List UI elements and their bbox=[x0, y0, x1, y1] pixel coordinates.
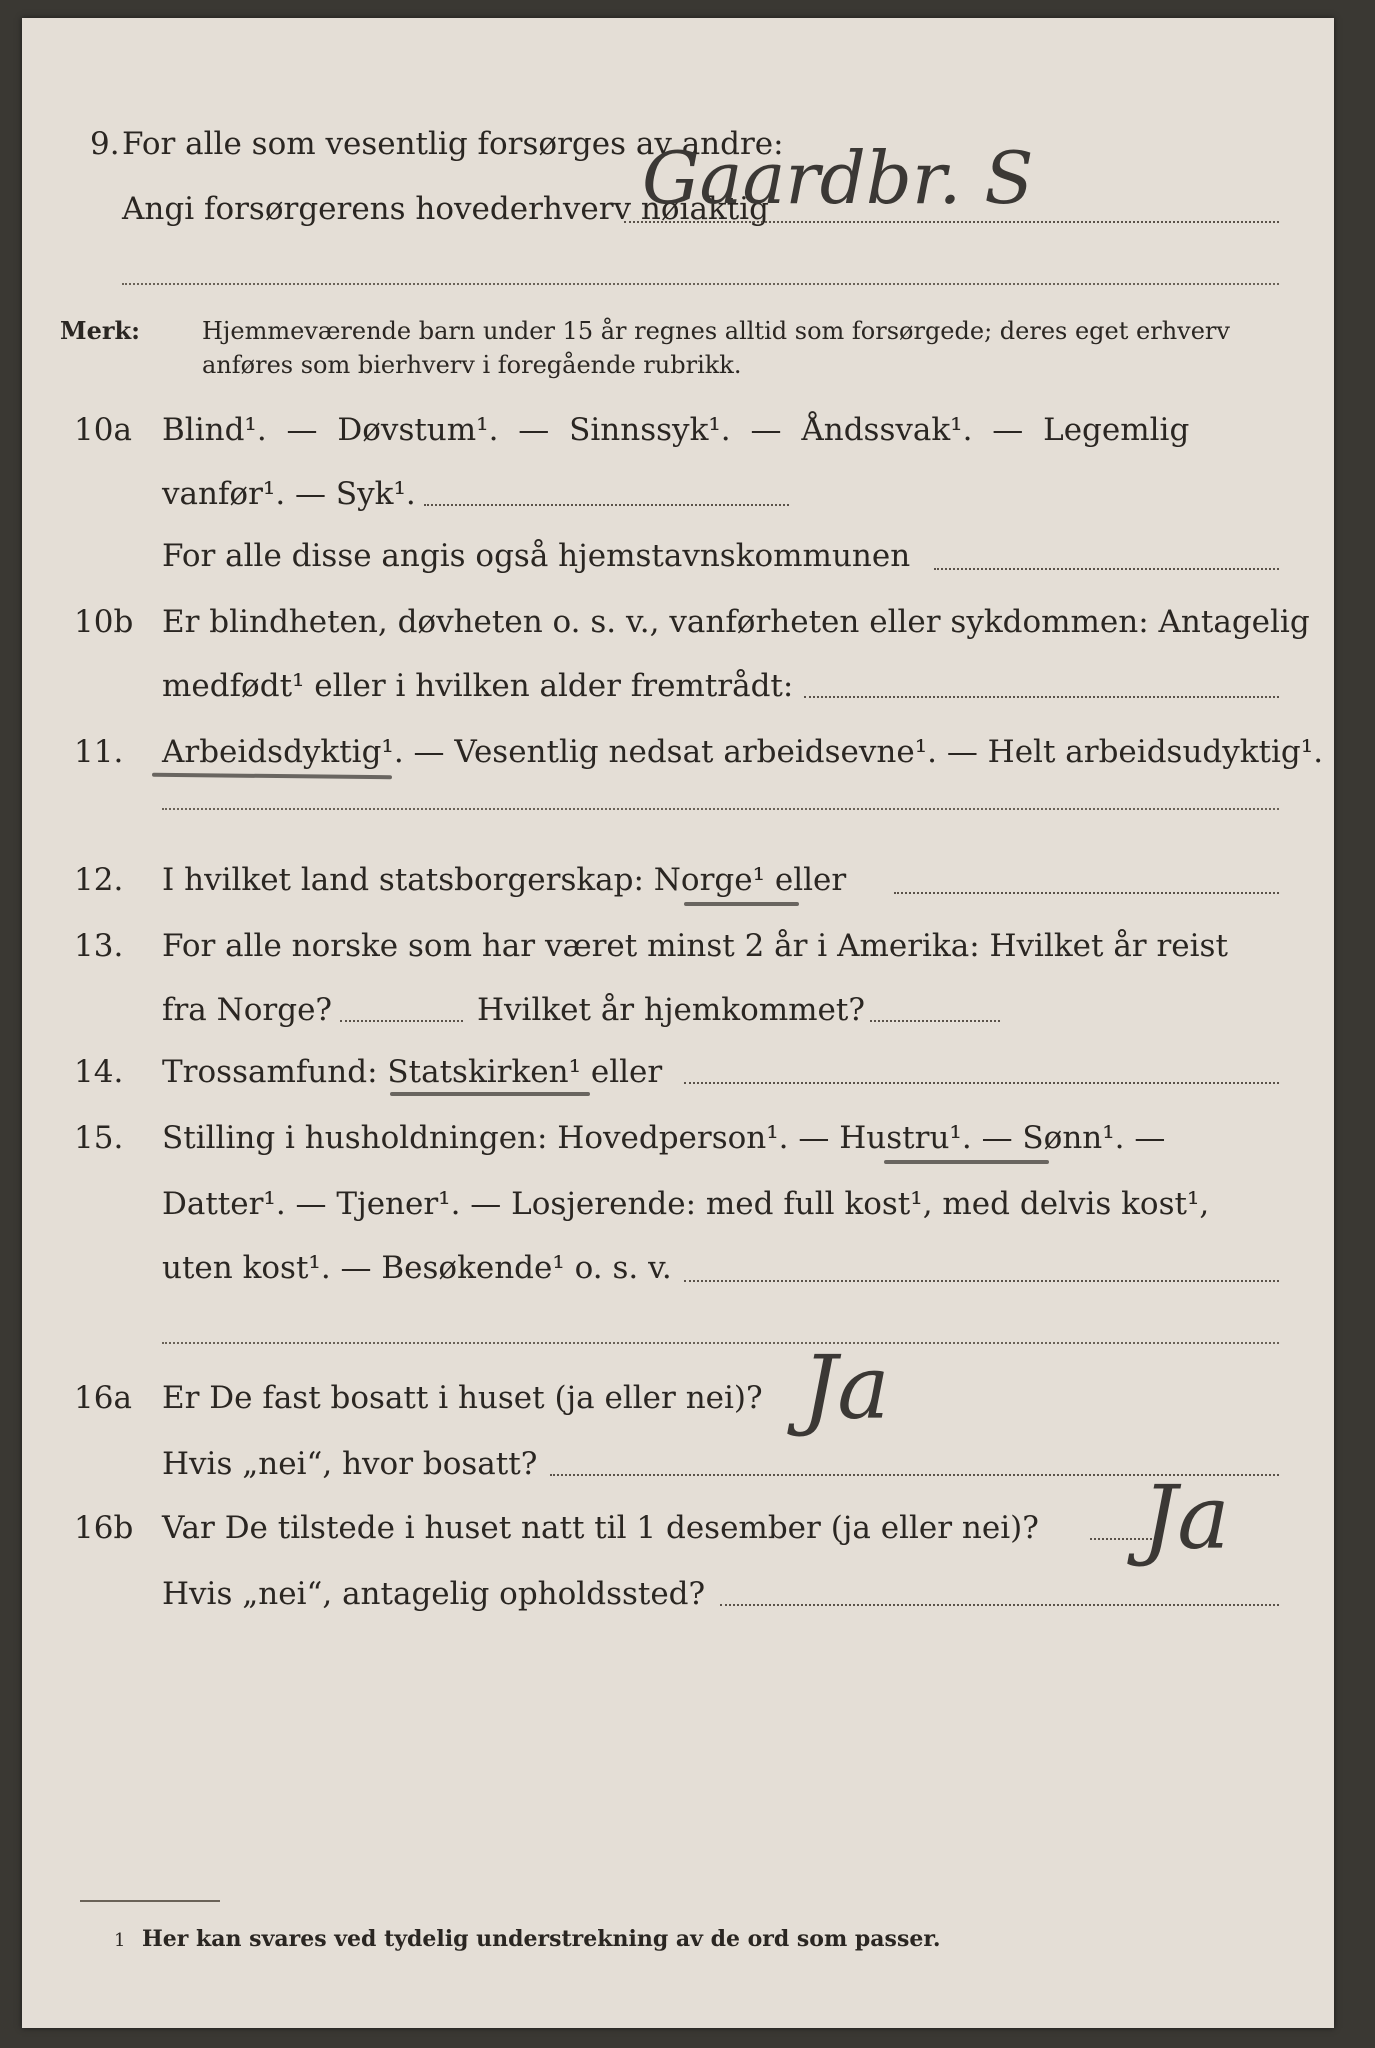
q16b-line2: Hvis „nei“, antagelig opholdssted? bbox=[162, 1576, 706, 1612]
q10a-line3-dots bbox=[934, 568, 1279, 570]
q12-option-norge: Norge¹ bbox=[653, 862, 766, 898]
q13-line2a: fra Norge? bbox=[162, 992, 333, 1028]
q10b-line2: medfødt¹ eller i hvilken alder fremtrådt: bbox=[162, 668, 794, 704]
q15-line1-start: Stilling i husholdningen: Hovedperson¹. — bbox=[162, 1120, 830, 1156]
q12-number: 12. bbox=[74, 862, 124, 898]
q13-year-home-dots bbox=[870, 1020, 1000, 1022]
footnote-rule bbox=[80, 1900, 220, 1902]
q10b-line1: Er blindheten, døvheten o. s. v., vanførheten eller sykdommen: Antagelig bbox=[162, 604, 1310, 640]
q16b-handwritten-answer: Ja bbox=[1142, 1466, 1230, 1569]
q15-dots bbox=[684, 1280, 1279, 1282]
census-form-page bbox=[22, 18, 1334, 2028]
q15-number: 15. bbox=[74, 1120, 124, 1156]
q10b-line2-dots bbox=[804, 696, 1279, 698]
q11-underline-mark bbox=[152, 773, 392, 780]
q16b-line2-dots bbox=[720, 1604, 1279, 1606]
q15-line2: Datter¹. — Tjener¹. — Losjerende: med full kost¹, med delvis kost¹, bbox=[162, 1186, 1210, 1222]
q16b-number: 16b bbox=[74, 1510, 134, 1546]
q13-number: 13. bbox=[74, 928, 124, 964]
q12-underline-mark bbox=[684, 902, 799, 906]
q11-options-rest: — Vesentlig nedsat arbeidsevne¹. — Helt arbeidsudyktig¹. bbox=[403, 734, 1324, 770]
q14-number: 14. bbox=[74, 1054, 124, 1090]
q11-rule bbox=[162, 808, 1279, 810]
q10a-number: 10a bbox=[74, 412, 132, 448]
q13-line1: For alle norske som har været minst 2 år i Amerika: Hvilket år reist bbox=[162, 928, 1228, 964]
footnote-text: Her kan svares ved tydelig understrekning av de ord som passer. bbox=[142, 1926, 941, 1952]
q14-dots bbox=[684, 1082, 1279, 1084]
q12-line bbox=[162, 862, 846, 898]
q13-line2b: Hvilket år hjemkommet? bbox=[477, 992, 865, 1028]
q12-text: I hvilket land statsborgerskap: bbox=[162, 862, 644, 898]
merk-label: Merk: bbox=[60, 316, 140, 345]
q11-line bbox=[162, 734, 1323, 770]
q10a-line2-dots bbox=[424, 504, 789, 506]
q15-line1-end: — Sønn¹. — bbox=[981, 1120, 1166, 1156]
q12-tail: eller bbox=[765, 862, 847, 898]
q9-rule bbox=[122, 283, 1279, 285]
q15-underline-mark bbox=[884, 1160, 1049, 1164]
q9-line1: For alle som vesentlig forsørges av andre: bbox=[122, 126, 784, 162]
q16a-line2: Hvis „nei“, hvor bosatt? bbox=[162, 1446, 538, 1482]
q12-dots bbox=[894, 892, 1279, 894]
q10a-line2: vanfør¹. — Syk¹. bbox=[162, 476, 416, 512]
q11-option-arbeidsdyktig: Arbeidsdyktig¹. bbox=[162, 734, 404, 770]
q14-tail: eller bbox=[581, 1054, 663, 1090]
q16b-line1: Var De tilstede i huset natt til 1 desember (ja eller nei)? bbox=[162, 1510, 1039, 1546]
q15-line3: uten kost¹. — Besøkende¹ o. s. v. bbox=[162, 1250, 672, 1286]
q14-text: Trossamfund: bbox=[162, 1054, 378, 1090]
q15-option-hustru: Hustru¹. bbox=[839, 1120, 972, 1156]
q16a-number: 16a bbox=[74, 1380, 132, 1416]
q9-line2: Angi forsørgerens hovederhverv nøiaktig bbox=[122, 191, 769, 227]
q16a-line1: Er De fast bosatt i huset (ja eller nei)? bbox=[162, 1380, 763, 1416]
footnote-mark: 1 bbox=[114, 1930, 126, 1951]
q10a-line3: For alle disse angis også hjemstavnskommunen bbox=[162, 538, 911, 574]
q15-rule bbox=[162, 1342, 1279, 1344]
q14-line bbox=[162, 1054, 662, 1090]
q15-line1 bbox=[162, 1120, 1165, 1156]
q16a-handwritten-answer: Ja bbox=[802, 1336, 890, 1439]
q11-number: 11. bbox=[74, 734, 124, 770]
merk-line1: Hjemmeværende barn under 15 år regnes alltid som forsørgede; deres eget erhverv bbox=[202, 317, 1230, 345]
q14-option-statskirken: Statskirken¹ bbox=[387, 1054, 581, 1090]
q13-year-left-dots bbox=[340, 1020, 463, 1022]
q10b-number: 10b bbox=[74, 604, 134, 640]
q9-number: 9. bbox=[90, 126, 120, 162]
q10a-line1: Blind¹. — Døvstum¹. — Sinnssyk¹. — Åndssvak¹. — Legemlig bbox=[162, 412, 1190, 448]
merk-line2: anføres som bierhverv i foregående rubrikk. bbox=[202, 351, 742, 379]
q9-handwritten-answer: Gaardbr. S bbox=[642, 136, 1034, 220]
q14-underline-mark bbox=[390, 1092, 590, 1096]
q9-answer-line bbox=[624, 221, 1279, 223]
